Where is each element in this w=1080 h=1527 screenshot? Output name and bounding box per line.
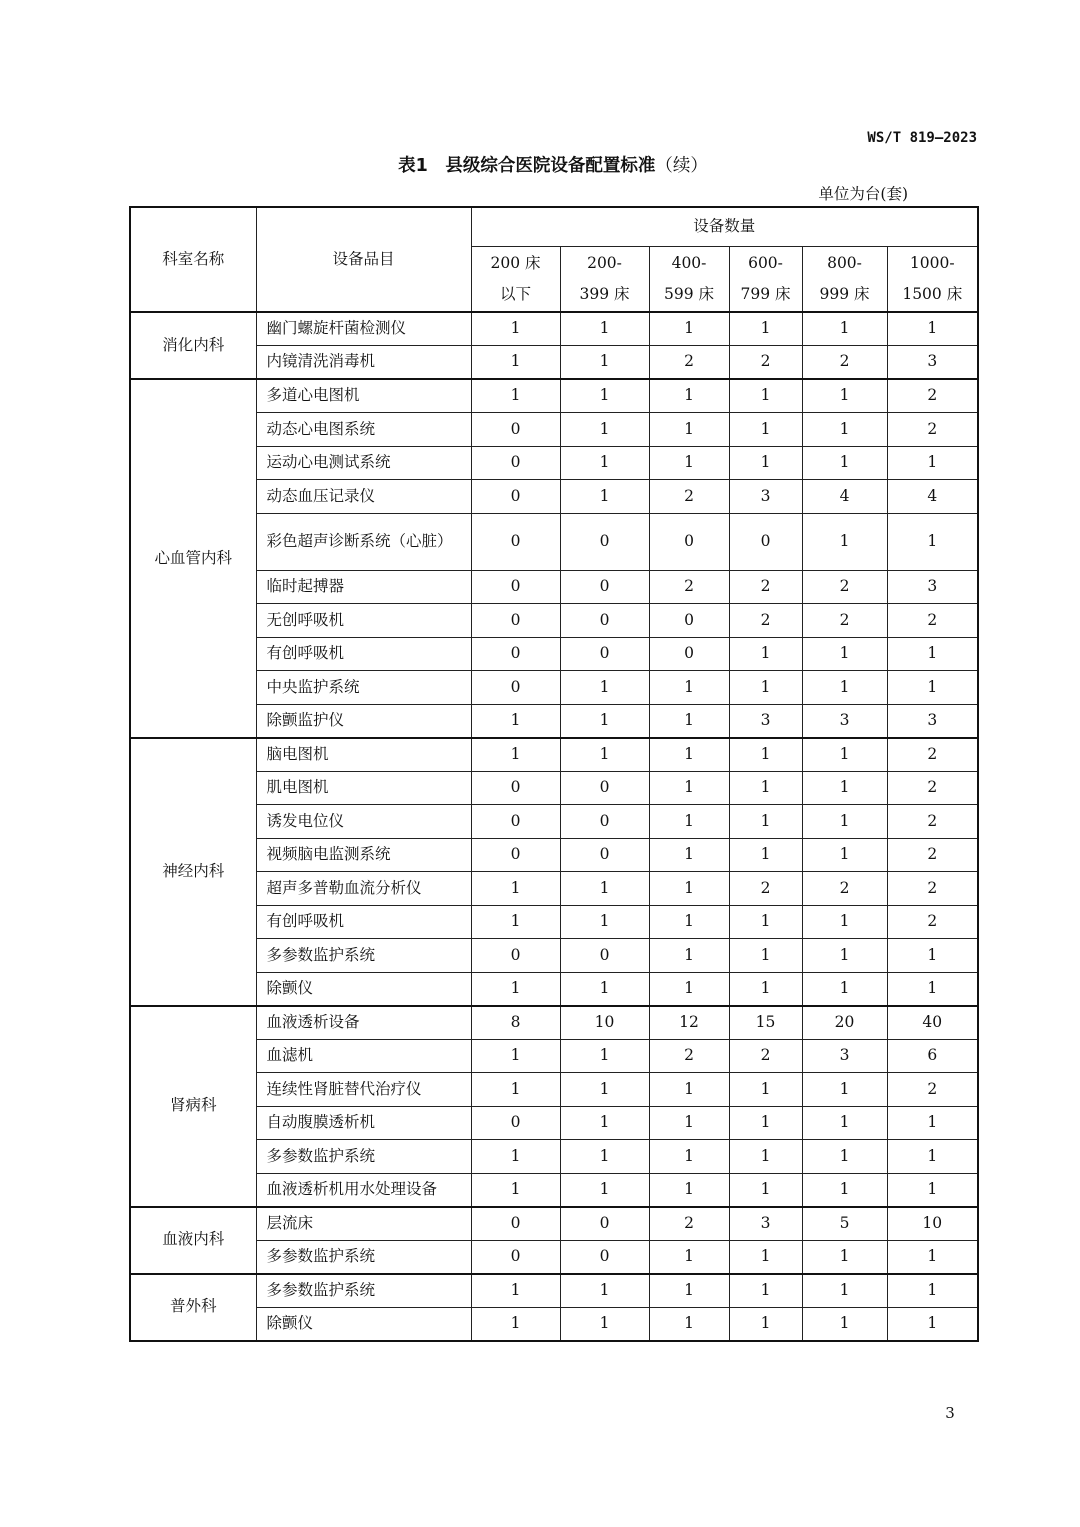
table-row — [130, 1307, 978, 1341]
quantity-cell: 1 — [887, 1274, 978, 1308]
table-row — [130, 346, 978, 380]
quantity-cell: 1 — [560, 1106, 649, 1140]
quantity-cell: 1 — [802, 838, 887, 872]
table-title — [129, 152, 977, 177]
quantity-cell: 1 — [560, 480, 649, 514]
quantity-cell: 15 — [729, 1006, 802, 1040]
quantity-cell: 1 — [887, 1240, 978, 1274]
quantity-cell: 1 — [560, 872, 649, 906]
quantity-cell: 1 — [471, 1173, 560, 1207]
quantity-cell: 10 — [560, 1006, 649, 1040]
quantity-cell: 40 — [887, 1006, 978, 1040]
quantity-cell: 2 — [649, 1039, 729, 1073]
quantity-cell: 2 — [887, 379, 978, 413]
equipment-item: 多参数监护系统 — [256, 939, 471, 973]
quantity-cell: 3 — [729, 480, 802, 514]
quantity-cell: 0 — [471, 805, 560, 839]
quantity-cell: 2 — [729, 872, 802, 906]
table-row — [130, 379, 978, 413]
quantity-cell: 3 — [729, 1207, 802, 1241]
quantity-cell: 3 — [887, 570, 978, 604]
quantity-cell: 1 — [802, 805, 887, 839]
quantity-cell: 1 — [729, 738, 802, 772]
quantity-cell: 0 — [649, 604, 729, 638]
equipment-item: 多参数监护系统 — [256, 1140, 471, 1174]
quantity-cell: 1 — [560, 379, 649, 413]
quantity-cell: 10 — [887, 1207, 978, 1241]
header-department: 科室名称 — [130, 207, 256, 312]
equipment-item: 多参数监护系统 — [256, 1274, 471, 1308]
equipment-item: 幽门螺旋杆菌检测仪 — [256, 312, 471, 346]
quantity-cell: 0 — [471, 446, 560, 480]
quantity-cell: 1 — [729, 671, 802, 705]
quantity-cell: 1 — [887, 1106, 978, 1140]
table-row — [130, 604, 978, 638]
quantity-cell: 1 — [560, 972, 649, 1006]
quantity-cell: 4 — [802, 480, 887, 514]
equipment-item: 无创呼吸机 — [256, 604, 471, 638]
quantity-cell: 0 — [560, 604, 649, 638]
quantity-cell: 1 — [649, 905, 729, 939]
table-title-text: 表1 县级综合医院设备配置标准 — [398, 156, 656, 176]
quantity-cell: 1 — [471, 972, 560, 1006]
quantity-cell: 1 — [649, 1307, 729, 1341]
quantity-cell: 1 — [560, 704, 649, 738]
equipment-item: 层流床 — [256, 1207, 471, 1241]
quantity-cell: 1 — [887, 972, 978, 1006]
quantity-cell: 1 — [802, 1240, 887, 1274]
table-row — [130, 1240, 978, 1274]
quantity-cell: 2 — [649, 480, 729, 514]
quantity-cell: 1 — [649, 413, 729, 447]
equipment-item: 除颤仪 — [256, 972, 471, 1006]
table-row — [130, 838, 978, 872]
quantity-cell: 0 — [471, 604, 560, 638]
equipment-item: 除颤监护仪 — [256, 704, 471, 738]
bed-size-header-line1: 800- — [827, 254, 862, 272]
quantity-cell: 1 — [729, 379, 802, 413]
table-row — [130, 312, 978, 346]
table-row — [130, 1274, 978, 1308]
quantity-cell: 1 — [471, 872, 560, 906]
quantity-cell: 2 — [729, 570, 802, 604]
quantity-cell: 1 — [729, 1140, 802, 1174]
quantity-cell: 1 — [649, 704, 729, 738]
quantity-cell: 1 — [802, 939, 887, 973]
department-group — [130, 312, 978, 379]
quantity-cell: 1 — [471, 1073, 560, 1107]
quantity-cell: 1 — [802, 738, 887, 772]
quantity-cell: 0 — [471, 1106, 560, 1140]
quantity-cell: 2 — [649, 1207, 729, 1241]
quantity-cell: 1 — [560, 1274, 649, 1308]
quantity-cell: 1 — [649, 1274, 729, 1308]
bed-size-header — [560, 247, 649, 313]
equipment-item: 彩色超声诊断系统（心脏） — [256, 513, 471, 570]
quantity-cell: 1 — [560, 446, 649, 480]
equipment-item: 除颤仪 — [256, 1307, 471, 1341]
quantity-cell: 1 — [471, 379, 560, 413]
table-row — [130, 446, 978, 480]
quantity-cell: 0 — [471, 637, 560, 671]
table-row — [130, 1140, 978, 1174]
quantity-cell: 1 — [649, 1106, 729, 1140]
table-row — [130, 570, 978, 604]
quantity-cell: 1 — [802, 513, 887, 570]
quantity-cell: 1 — [649, 312, 729, 346]
equipment-item: 多参数监护系统 — [256, 1240, 471, 1274]
quantity-cell: 1 — [560, 1039, 649, 1073]
quantity-cell: 2 — [887, 872, 978, 906]
quantity-cell: 1 — [887, 513, 978, 570]
quantity-cell: 1 — [729, 805, 802, 839]
header-quantity: 设备数量 — [471, 207, 978, 247]
quantity-cell: 1 — [802, 379, 887, 413]
quantity-cell: 1 — [729, 312, 802, 346]
quantity-cell: 1 — [560, 738, 649, 772]
quantity-cell: 3 — [802, 704, 887, 738]
quantity-cell: 5 — [802, 1207, 887, 1241]
quantity-cell: 1 — [729, 838, 802, 872]
department-group — [130, 1207, 978, 1274]
quantity-cell: 1 — [802, 446, 887, 480]
table-row — [130, 513, 978, 570]
quantity-cell: 2 — [649, 346, 729, 380]
quantity-cell: 1 — [471, 312, 560, 346]
equipment-item: 多道心电图机 — [256, 379, 471, 413]
quantity-cell: 1 — [471, 738, 560, 772]
quantity-cell: 1 — [560, 1073, 649, 1107]
quantity-cell: 0 — [471, 1240, 560, 1274]
quantity-cell: 1 — [560, 905, 649, 939]
quantity-cell: 0 — [560, 570, 649, 604]
quantity-cell: 1 — [649, 1140, 729, 1174]
quantity-cell: 12 — [649, 1006, 729, 1040]
bed-size-header-line2: 599 床 — [663, 285, 714, 303]
department-name: 消化内科 — [130, 312, 256, 379]
quantity-cell: 1 — [560, 413, 649, 447]
quantity-cell: 1 — [471, 1307, 560, 1341]
equipment-item: 肌电图机 — [256, 771, 471, 805]
equipment-item: 超声多普勒血流分析仪 — [256, 872, 471, 906]
equipment-item: 诱发电位仪 — [256, 805, 471, 839]
quantity-cell: 1 — [729, 771, 802, 805]
equipment-item: 血液透析机用水处理设备 — [256, 1173, 471, 1207]
department-name: 肾病科 — [130, 1006, 256, 1207]
quantity-cell: 0 — [649, 637, 729, 671]
table-row — [130, 637, 978, 671]
quantity-cell: 0 — [471, 838, 560, 872]
table-row — [130, 738, 978, 772]
quantity-cell: 0 — [471, 480, 560, 514]
table-row — [130, 939, 978, 973]
quantity-cell: 0 — [471, 939, 560, 973]
quantity-cell: 1 — [802, 1173, 887, 1207]
department-name: 心血管内科 — [130, 379, 256, 738]
quantity-cell: 1 — [729, 413, 802, 447]
equipment-table — [129, 206, 979, 1342]
quantity-cell: 2 — [887, 738, 978, 772]
table-row — [130, 480, 978, 514]
bed-size-header — [649, 247, 729, 313]
quantity-cell: 1 — [802, 1106, 887, 1140]
quantity-cell: 1 — [729, 637, 802, 671]
equipment-item: 运动心电测试系统 — [256, 446, 471, 480]
quantity-cell: 2 — [729, 1039, 802, 1073]
equipment-item: 连续性肾脏替代治疗仪 — [256, 1073, 471, 1107]
department-group — [130, 738, 978, 1006]
table-row — [130, 1106, 978, 1140]
bed-size-header-line1: 1000- — [909, 254, 955, 272]
quantity-cell: 1 — [649, 738, 729, 772]
equipment-item: 临时起搏器 — [256, 570, 471, 604]
quantity-cell: 1 — [802, 1140, 887, 1174]
quantity-cell: 1 — [802, 771, 887, 805]
department-group — [130, 1006, 978, 1207]
quantity-cell: 1 — [887, 446, 978, 480]
quantity-cell: 2 — [887, 905, 978, 939]
quantity-cell: 3 — [887, 704, 978, 738]
quantity-cell: 2 — [887, 771, 978, 805]
quantity-cell: 1 — [649, 771, 729, 805]
quantity-cell: 0 — [560, 1207, 649, 1241]
quantity-cell: 1 — [729, 446, 802, 480]
quantity-cell: 1 — [887, 1173, 978, 1207]
equipment-item: 血滤机 — [256, 1039, 471, 1073]
equipment-item: 中央监护系统 — [256, 671, 471, 705]
quantity-cell: 1 — [649, 1240, 729, 1274]
quantity-cell: 1 — [802, 671, 887, 705]
quantity-cell: 0 — [649, 513, 729, 570]
quantity-cell: 1 — [649, 939, 729, 973]
equipment-item: 自动腹膜透析机 — [256, 1106, 471, 1140]
quantity-cell: 1 — [649, 972, 729, 1006]
table-row — [130, 805, 978, 839]
quantity-cell: 1 — [729, 1274, 802, 1308]
quantity-cell: 1 — [729, 1073, 802, 1107]
quantity-cell: 0 — [471, 771, 560, 805]
quantity-cell: 1 — [729, 905, 802, 939]
quantity-cell: 1 — [802, 905, 887, 939]
quantity-cell: 20 — [802, 1006, 887, 1040]
department-name: 血液内科 — [130, 1207, 256, 1274]
equipment-item: 动态心电图系统 — [256, 413, 471, 447]
table-row — [130, 671, 978, 705]
quantity-cell: 1 — [887, 312, 978, 346]
quantity-cell: 0 — [560, 771, 649, 805]
quantity-cell: 1 — [802, 637, 887, 671]
table-row — [130, 1207, 978, 1241]
quantity-cell: 2 — [802, 872, 887, 906]
quantity-cell: 1 — [649, 1073, 729, 1107]
quantity-cell: 0 — [471, 671, 560, 705]
table-row — [130, 872, 978, 906]
quantity-cell: 1 — [729, 1106, 802, 1140]
equipment-item: 脑电图机 — [256, 738, 471, 772]
bed-size-header-line1: 200- — [587, 254, 622, 272]
quantity-cell: 1 — [802, 1307, 887, 1341]
quantity-cell: 0 — [560, 939, 649, 973]
table-row — [130, 771, 978, 805]
department-group — [130, 1274, 978, 1341]
bed-size-header-line2: 1500 床 — [902, 285, 963, 303]
table-row — [130, 413, 978, 447]
quantity-cell: 2 — [802, 570, 887, 604]
quantity-cell: 0 — [729, 513, 802, 570]
quantity-cell: 3 — [887, 346, 978, 380]
quantity-cell: 1 — [887, 1307, 978, 1341]
quantity-cell: 0 — [560, 637, 649, 671]
quantity-cell: 1 — [560, 671, 649, 705]
quantity-cell: 6 — [887, 1039, 978, 1073]
quantity-cell: 1 — [729, 1173, 802, 1207]
quantity-cell: 1 — [887, 671, 978, 705]
quantity-cell: 1 — [560, 1173, 649, 1207]
quantity-cell: 0 — [560, 805, 649, 839]
quantity-cell: 0 — [560, 838, 649, 872]
quantity-cell: 2 — [887, 838, 978, 872]
quantity-cell: 8 — [471, 1006, 560, 1040]
page-number: 3 — [945, 1404, 955, 1422]
equipment-item: 内镜清洗消毒机 — [256, 346, 471, 380]
quantity-cell: 1 — [471, 704, 560, 738]
quantity-cell: 1 — [802, 413, 887, 447]
department-name: 神经内科 — [130, 738, 256, 1006]
bed-size-header — [471, 247, 560, 313]
unit-note: 单位为台(套) — [818, 185, 908, 203]
quantity-cell: 0 — [471, 1207, 560, 1241]
equipment-item: 有创呼吸机 — [256, 905, 471, 939]
table-row — [130, 905, 978, 939]
quantity-cell: 0 — [560, 513, 649, 570]
quantity-cell: 1 — [729, 1307, 802, 1341]
quantity-cell: 1 — [729, 939, 802, 973]
bed-size-header-line2: 399 床 — [579, 285, 630, 303]
equipment-item: 血液透析设备 — [256, 1006, 471, 1040]
quantity-cell: 1 — [560, 1140, 649, 1174]
bed-size-header — [887, 247, 978, 313]
quantity-cell: 1 — [471, 1039, 560, 1073]
quantity-cell: 2 — [729, 604, 802, 638]
department-name: 普外科 — [130, 1274, 256, 1341]
quantity-cell: 1 — [560, 1307, 649, 1341]
quantity-cell: 1 — [649, 671, 729, 705]
table-row — [130, 1006, 978, 1040]
bed-size-header — [729, 247, 802, 313]
quantity-cell: 2 — [729, 346, 802, 380]
quantity-cell: 1 — [802, 1274, 887, 1308]
quantity-cell: 2 — [887, 1073, 978, 1107]
quantity-cell: 2 — [887, 604, 978, 638]
table-row — [130, 1173, 978, 1207]
table-row — [130, 1039, 978, 1073]
quantity-cell: 1 — [802, 1073, 887, 1107]
bed-size-header-line2: 以下 — [499, 285, 531, 303]
equipment-item: 视频脑电监测系统 — [256, 838, 471, 872]
bed-size-header-line1: 400- — [671, 254, 707, 272]
quantity-cell: 1 — [471, 905, 560, 939]
department-group — [130, 379, 978, 738]
quantity-cell: 1 — [729, 972, 802, 1006]
quantity-cell: 0 — [471, 413, 560, 447]
bed-size-header-line1: 600- — [748, 254, 783, 272]
quantity-cell: 0 — [471, 570, 560, 604]
quantity-cell: 1 — [802, 972, 887, 1006]
quantity-cell: 1 — [887, 939, 978, 973]
standard-code: WS/T 819—2023 — [867, 130, 977, 146]
bed-size-header-line2: 799 床 — [740, 285, 791, 303]
table-title-continued: （续） — [655, 156, 708, 176]
quantity-cell: 1 — [560, 346, 649, 380]
equipment-item: 动态血压记录仪 — [256, 480, 471, 514]
quantity-cell: 1 — [471, 1140, 560, 1174]
quantity-cell: 1 — [649, 838, 729, 872]
quantity-cell: 1 — [649, 379, 729, 413]
quantity-cell: 0 — [471, 513, 560, 570]
equipment-item: 有创呼吸机 — [256, 637, 471, 671]
quantity-cell: 4 — [887, 480, 978, 514]
table-row — [130, 972, 978, 1006]
bed-size-header — [802, 247, 887, 313]
quantity-cell: 1 — [887, 1140, 978, 1174]
header-item: 设备品目 — [256, 207, 471, 312]
quantity-cell: 1 — [649, 1173, 729, 1207]
quantity-cell: 1 — [887, 637, 978, 671]
quantity-cell: 2 — [802, 604, 887, 638]
quantity-cell: 1 — [560, 312, 649, 346]
quantity-cell: 1 — [649, 805, 729, 839]
quantity-cell: 3 — [802, 1039, 887, 1073]
quantity-cell: 2 — [887, 805, 978, 839]
table-row — [130, 704, 978, 738]
quantity-cell: 1 — [649, 446, 729, 480]
quantity-cell: 1 — [471, 346, 560, 380]
quantity-cell: 3 — [729, 704, 802, 738]
quantity-cell: 1 — [802, 312, 887, 346]
quantity-cell: 2 — [649, 570, 729, 604]
bed-size-header-line2: 999 床 — [819, 285, 870, 303]
quantity-cell: 0 — [560, 1240, 649, 1274]
bed-size-header-line1: 200 床 — [490, 254, 541, 272]
quantity-cell: 1 — [729, 1240, 802, 1274]
quantity-cell: 1 — [649, 872, 729, 906]
table-row — [130, 1073, 978, 1107]
quantity-cell: 1 — [471, 1274, 560, 1308]
quantity-cell: 2 — [887, 413, 978, 447]
quantity-cell: 2 — [802, 346, 887, 380]
